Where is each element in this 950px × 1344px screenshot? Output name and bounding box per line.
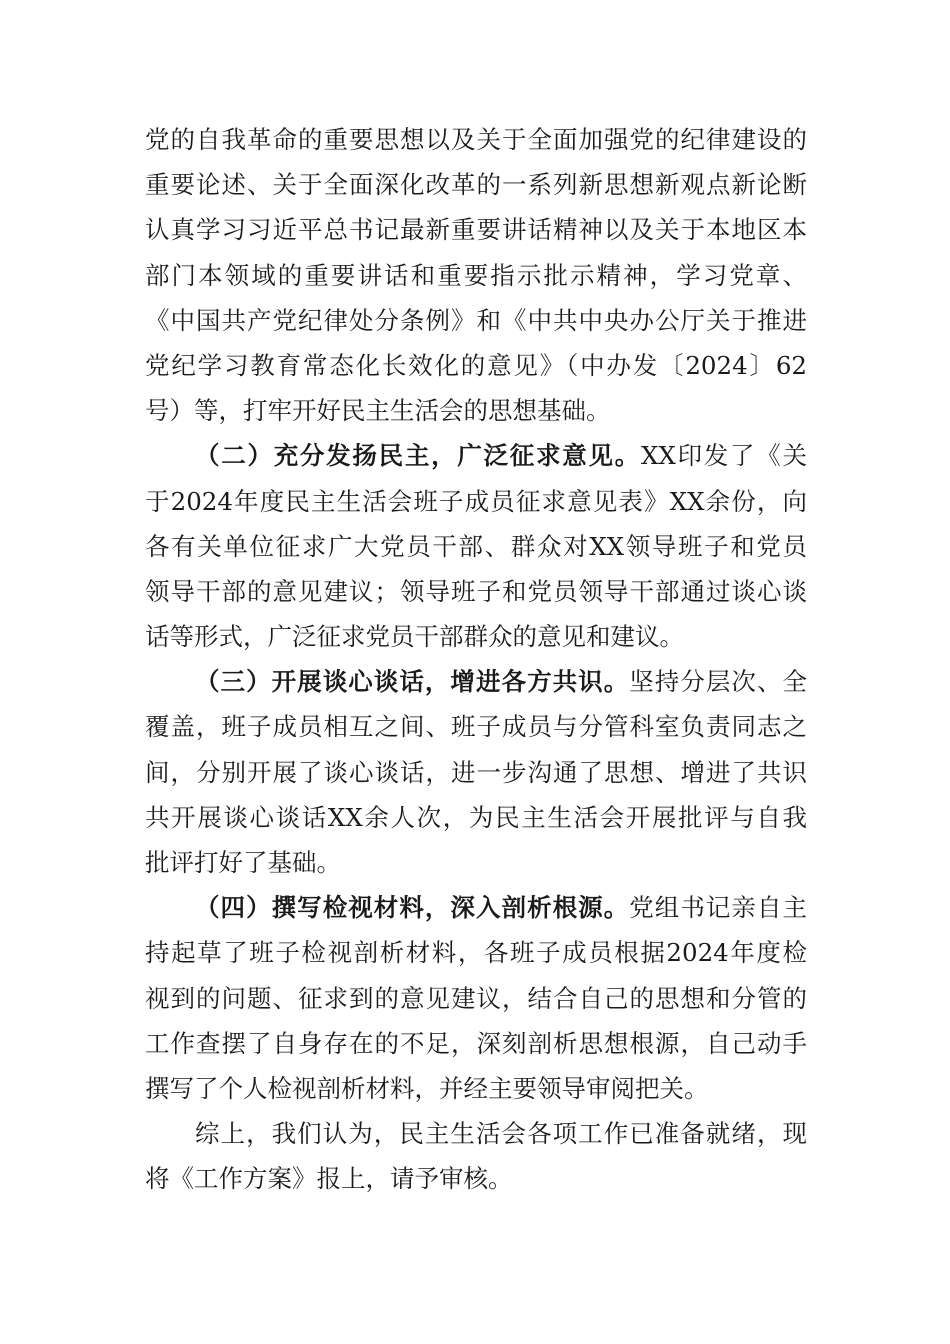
paragraph-conclusion	[145, 1111, 807, 1201]
paragraph-materials	[145, 885, 807, 1111]
text-line: 号）等，打牢开好民主生活会的思想基础。	[145, 396, 611, 426]
text-line: 党的自我革命的重要思想以及关于全面加强党的纪律建设的	[145, 125, 807, 154]
text-line: 将《工作方案》报上，请予审核。	[145, 1164, 513, 1194]
text-line: 视到的问题、征求到的意见建议，结合自己的思想和分管的	[145, 983, 807, 1013]
text-line	[145, 885, 807, 930]
text-line: 《中国共产党纪律处分条例》和《中共中央办公厅关于推进	[145, 305, 807, 335]
text-line: 撰写了个人检视剖析材料，并经主要领导审阅把关。	[145, 1073, 709, 1103]
text-line: 认真学习习近平总书记最新重要讲话精神以及关于本地区本	[145, 215, 807, 245]
text-line: 共开展谈心谈话XX余人次，为民主生活会开展批评与自我	[145, 802, 807, 832]
section-heading: （四）撰写检视材料，深入剖析根源。	[195, 893, 630, 923]
text-line: 重要论述、关于全面深化改革的一系列新思想新观点新论断	[145, 170, 807, 200]
text-line	[145, 433, 807, 478]
paragraph-democracy	[145, 433, 807, 659]
text-line: 综上，我们认为，民主生活会各项工作已准备就绪，现	[195, 1119, 807, 1149]
text-line: 覆盖，班子成员相互之间、班子成员与分管科室负责同志之	[145, 712, 807, 742]
paragraph-study	[145, 117, 807, 433]
text-line: 话等形式，广泛征求党员干部群众的意见和建议。	[145, 622, 684, 652]
text-run: XX印发了《关	[640, 441, 807, 471]
text-run: 坚持分层次、全	[629, 667, 808, 697]
text-line: 批评打好了基础。	[145, 848, 341, 877]
text-line: 于2024年度民主生活会班子成员征求意见表》XX余份，向	[145, 486, 807, 516]
text-line: 间，分别开展了谈心谈话，进一步沟通了思想、增进了共识	[145, 757, 807, 787]
text-line	[145, 659, 807, 704]
document-body	[145, 117, 807, 1202]
text-line: 持起草了班子检视剖析材料，各班子成员根据2024年度检	[145, 938, 807, 968]
text-line: 领导干部的意见建议；领导班子和党员领导干部通过谈心谈	[145, 576, 807, 606]
text-line: 工作查摆了自身存在的不足，深刻剖析思想根源，自己动手	[145, 1028, 807, 1058]
text-run: 党组书记亲自主	[629, 893, 808, 923]
section-heading: （二）充分发扬民主，广泛征求意见。	[195, 441, 641, 471]
text-line: 部门本领域的重要讲话和重要指示批示精神，学习党章、	[145, 260, 807, 290]
text-line: 党纪学习教育常态化长效化的意见》（中办发〔2024〕62	[145, 350, 807, 380]
section-heading: （三）开展谈心谈话，增进各方共识。	[195, 667, 630, 697]
text-line: 各有关单位征求广大党员干部、群众对XX领导班子和党员	[145, 531, 807, 561]
paragraph-talks	[145, 659, 807, 885]
